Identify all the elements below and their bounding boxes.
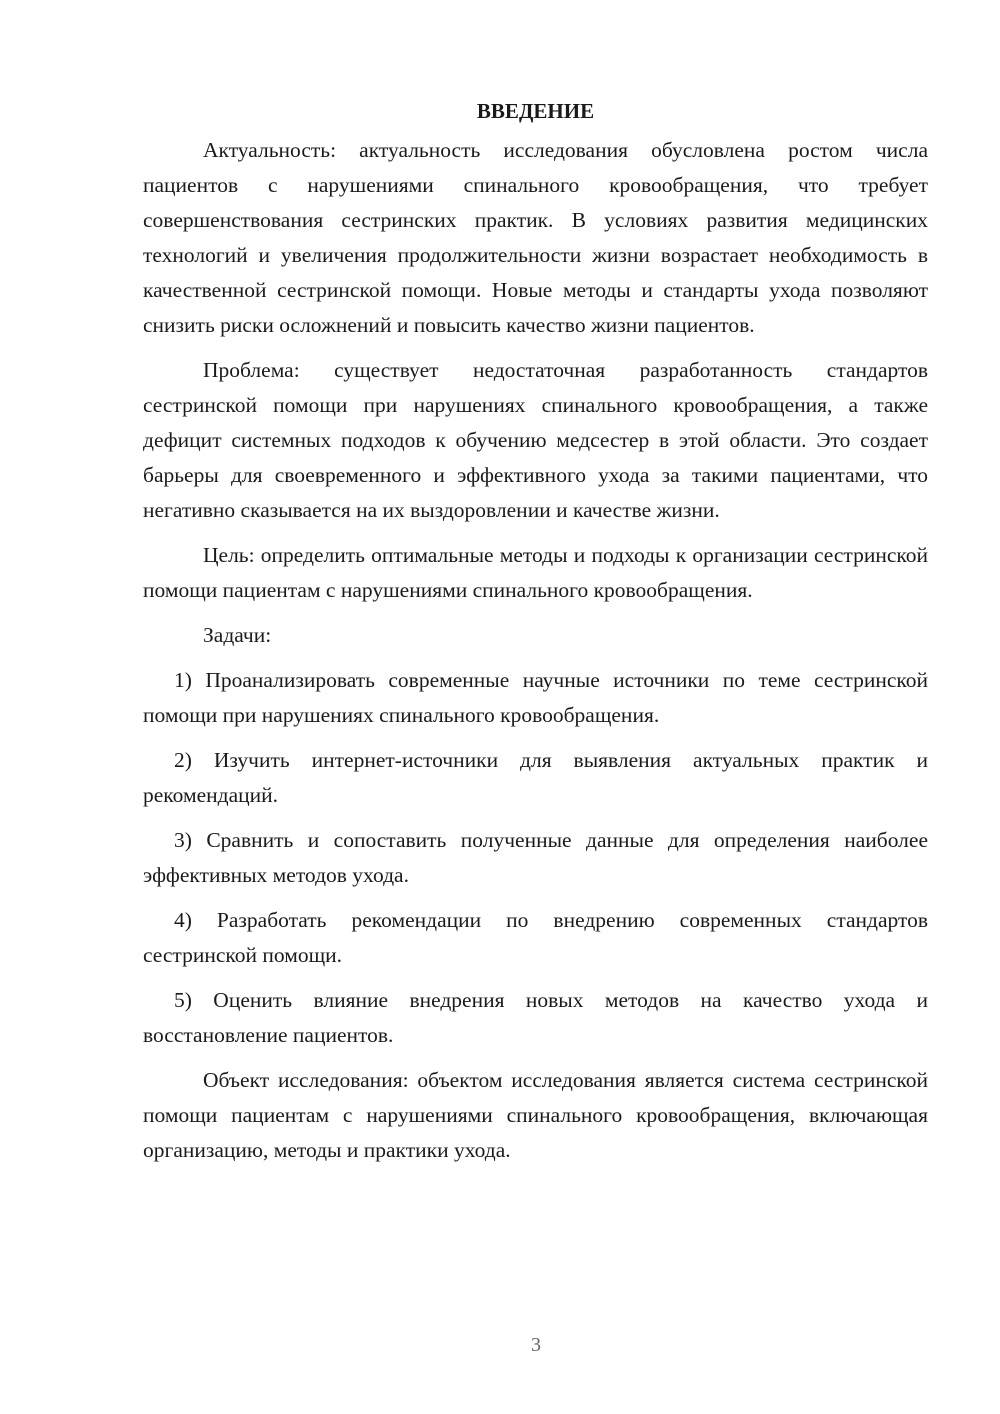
task-item: 4) Разработать рекомендации по внедрению современных стандартов сестринской помощи.: [143, 908, 928, 967]
page-number: 3: [531, 1334, 541, 1356]
research-object-paragraph: Объект исследования: объектом исследования является система сестринской помощи пациентам с нарушениями спинального кровообращения, включающая организацию, методы и практики ухода.: [143, 1068, 928, 1162]
task-item: 2) Изучить интернет-источники для выявления актуальных практик и рекомендаций.: [143, 748, 928, 807]
section-title: ВВЕДЕНИЕ: [476, 99, 595, 123]
goal-paragraph: Цель: определить оптимальные методы и подходы к организации сестринской помощи пациентам с нарушениями спинального кровообращения.: [143, 543, 928, 602]
task-item: 1) Проанализировать современные научные источники по теме сестринской помощи при нарушениях спинального кровообращения.: [143, 668, 928, 727]
tasks-heading: Задачи:: [203, 623, 272, 647]
document-page: [143, 96, 928, 1178]
task-item: 5) Оценить влияние внедрения новых методов на качество ухода и восстановление пациентов.: [143, 988, 928, 1047]
task-item: 3) Сравнить и сопоставить полученные данные для определения наиболее эффективных методов ухода.: [143, 828, 928, 887]
relevance-paragraph: Актуальность: актуальность исследования обусловлена ростом числа пациентов с нарушениями спинального кровообращения, что требует совершенствования сестринских практик. В условиях развития медицинских технологий и увеличения продолжительности жизни возрастает необходимость в качественной сестринской помощи. Новые методы и стандарты ухода позволяют снизить риски осложнений и повысить качество жизни пациентов.: [143, 138, 928, 337]
problem-paragraph: Проблема: существует недостаточная разработанность стандартов сестринской помощи при нарушениях спинального кровообращения, а также дефицит системных подходов к обучению медсестер в этой области. Это создает барьеры для своевременного и эффективного ухода за такими пациентами, что негативно сказывается на их выздоровлении и качестве жизни.: [143, 358, 928, 522]
